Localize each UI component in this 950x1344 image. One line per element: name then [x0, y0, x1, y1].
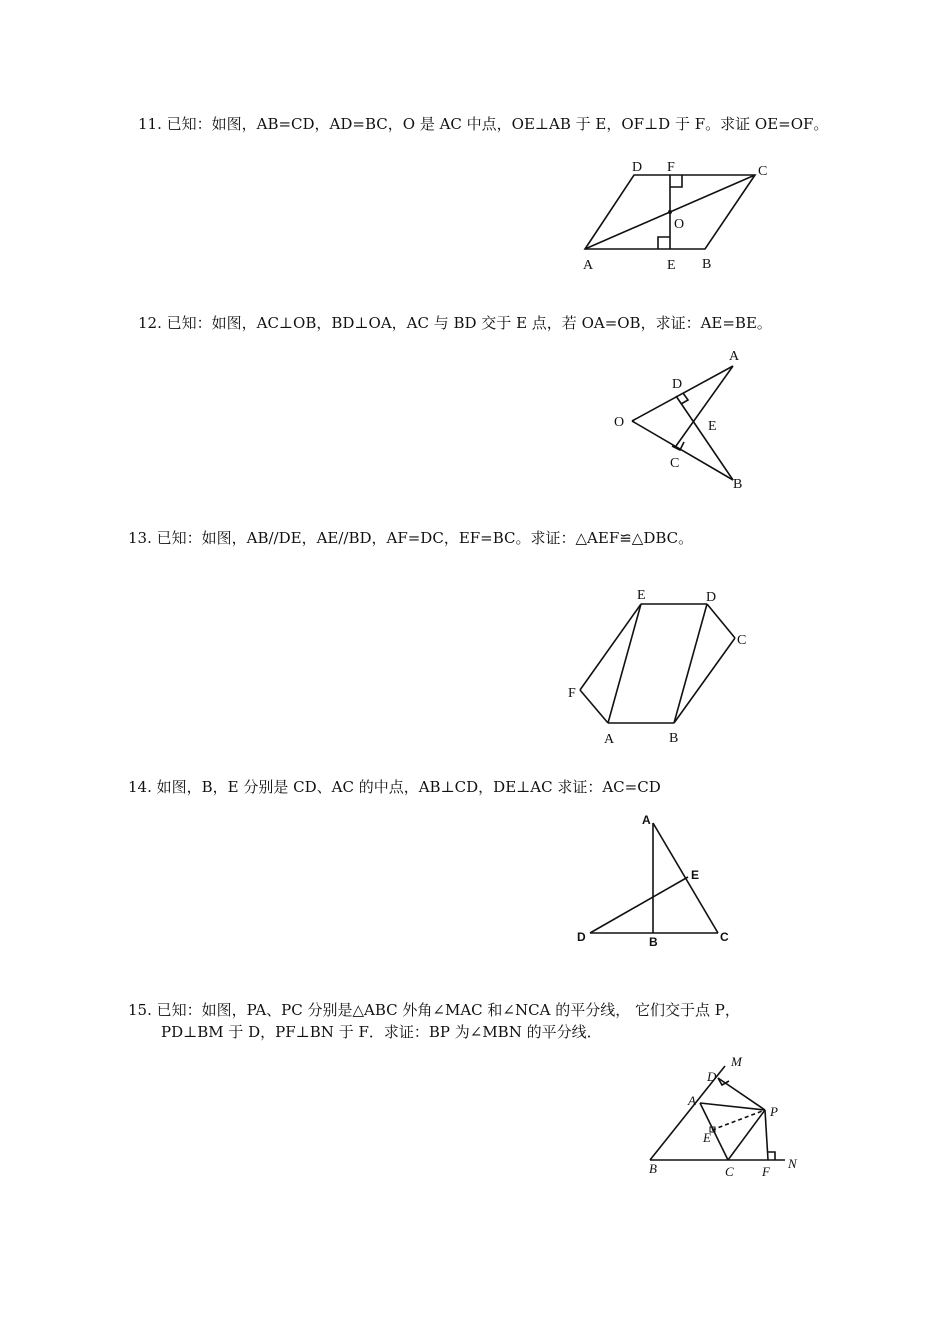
label-e: E — [637, 588, 646, 603]
label-d: D — [577, 930, 586, 944]
label-c: C — [670, 456, 680, 471]
label-c: C — [725, 1164, 734, 1179]
label-o: O — [614, 415, 625, 430]
label-c: C — [758, 164, 768, 179]
label-d: D — [706, 590, 717, 605]
label-a: A — [583, 258, 594, 273]
label-a: A — [688, 1093, 696, 1108]
label-f: F — [762, 1164, 770, 1179]
label-f: F — [667, 160, 675, 175]
problem-11-text: 11. 已知：如图，AB=CD，AD=BC，O 是 AC 中点，OE⊥AB 于 E，OF⊥D 于 F。求证 OE=OF。 — [138, 115, 829, 133]
label-b: B — [649, 935, 658, 949]
label-e: E — [691, 868, 700, 882]
label-b: B — [649, 1161, 657, 1176]
problem-15-text-line1: 15. 已知：如图，PA、PC 分别是△ABC 外角∠MAC 和∠NCA 的平分线， 它们交于点 P， — [128, 1001, 740, 1019]
label-e: E — [667, 258, 676, 273]
label-c: C — [737, 633, 747, 648]
label-a: A — [604, 732, 615, 747]
label-f: F — [568, 686, 576, 701]
label-n: N — [788, 1156, 797, 1171]
label-p: P — [770, 1104, 778, 1119]
problem-12-text: 12. 已知：如图，AC⊥OB，BD⊥OA，AC 与 BD 交于 E 点，若 OA=OB，求证：AE=BE。 — [138, 314, 772, 332]
problem-13-text: 13. 已知：如图，AB//DE，AE//BD，AF=DC，EF=BC。求证：△AEF≌△DBC。 — [128, 529, 694, 547]
segment-pf — [765, 1110, 768, 1160]
label-a: A — [642, 813, 651, 827]
label-b: B — [702, 257, 712, 272]
label-a: A — [729, 349, 740, 364]
problem-15-text-line2: PD⊥BM 于 D，PF⊥BN 于 F．求证：BP 为∠MBN 的平分线． — [161, 1023, 602, 1041]
right-angle-f — [768, 1152, 775, 1160]
problem-14-text: 14. 如图，B，E 分别是 CD、AC 的中点，AB⊥CD，DE⊥AC 求证：AC=CD — [128, 778, 661, 796]
label-e: E — [703, 1130, 711, 1145]
label-e: E — [708, 419, 717, 434]
label-d: D — [672, 377, 683, 392]
label-o: O — [674, 217, 685, 232]
label-b: B — [733, 477, 743, 492]
label-m: M — [731, 1054, 742, 1069]
label-b: B — [669, 731, 679, 746]
label-d: D — [707, 1069, 717, 1084]
label-c: C — [720, 930, 729, 944]
label-d: D — [632, 160, 643, 175]
